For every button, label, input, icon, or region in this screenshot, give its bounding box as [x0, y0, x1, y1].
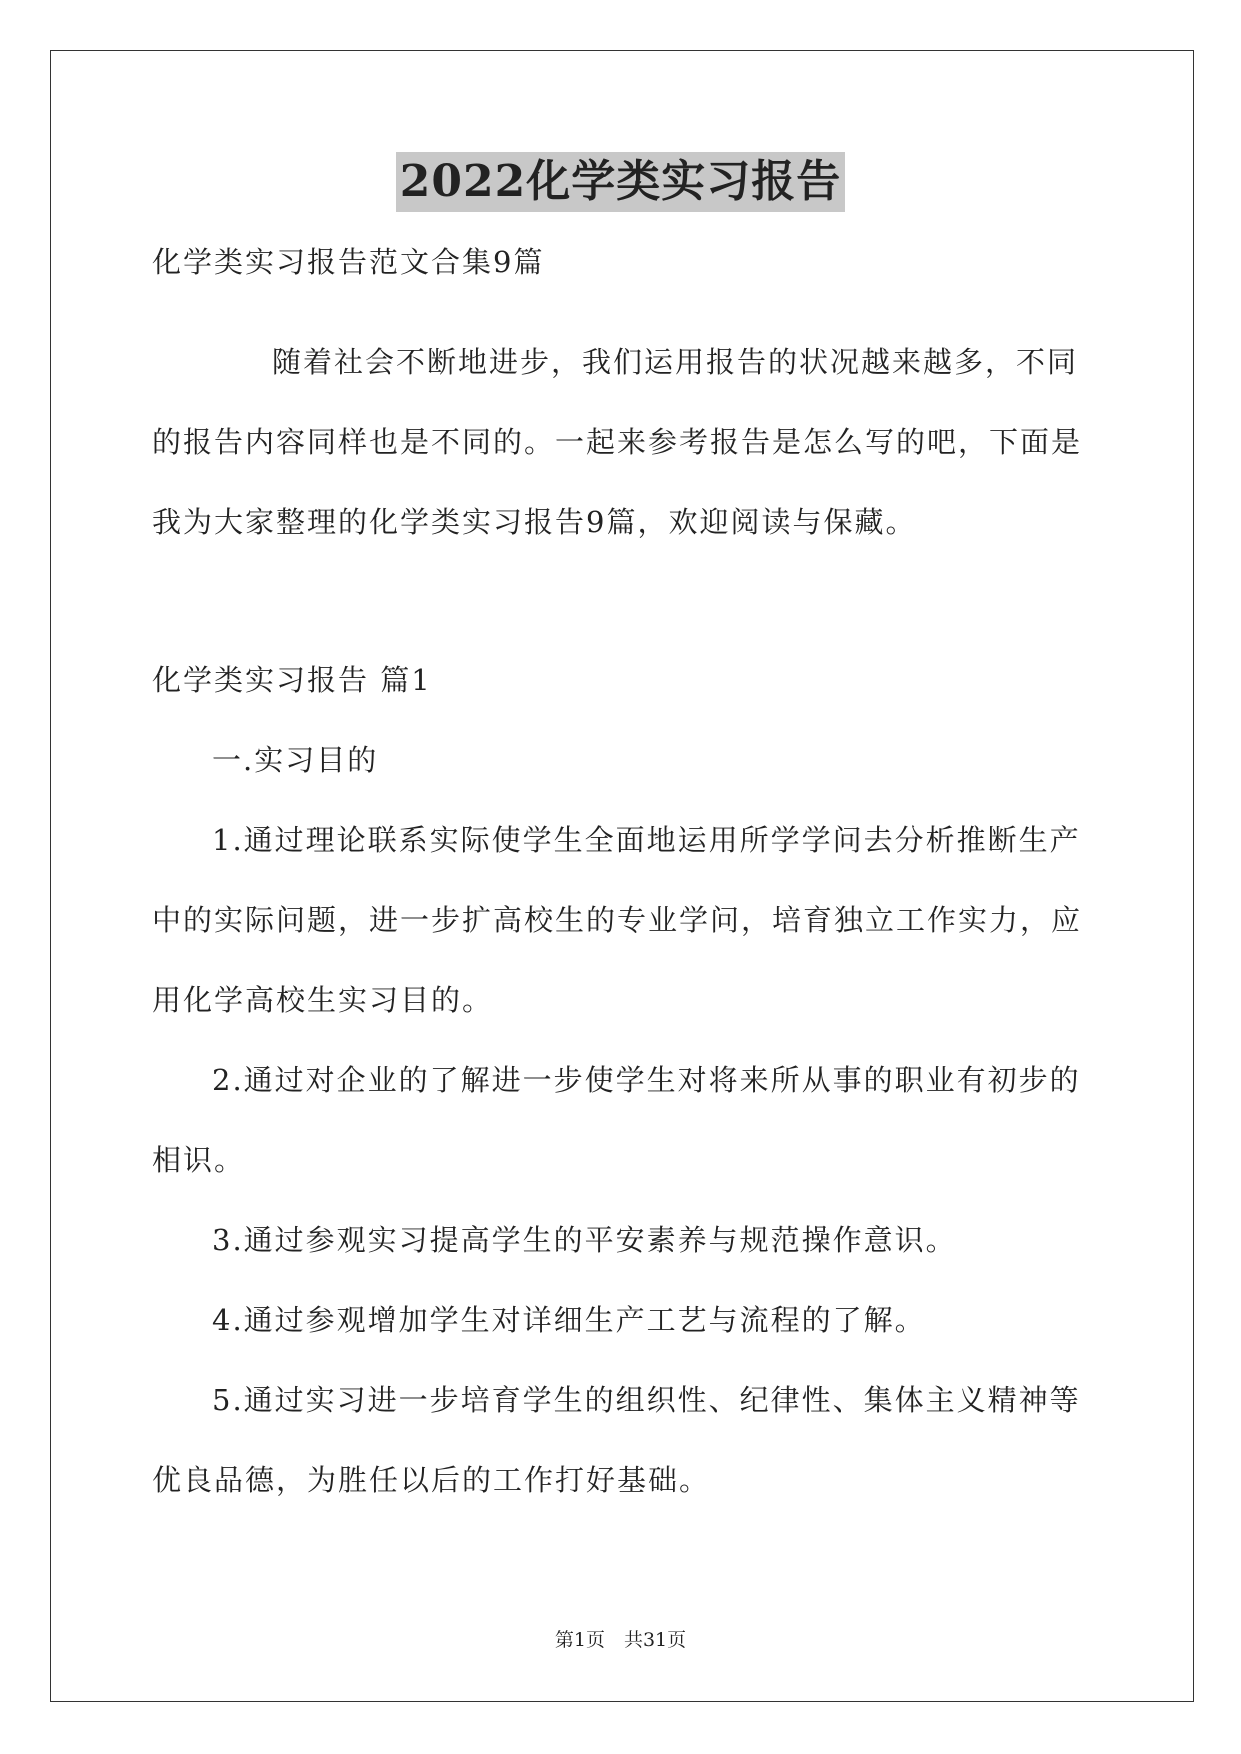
- page-footer: 第1页 共31页: [554, 1629, 687, 1651]
- intro-line: 随着社会不断地进步，我们运用报告的状况越来越多，不同: [272, 345, 1079, 379]
- list-item-line: 4.通过参观增加学生对详细生产工艺与流程的了解。: [212, 1303, 926, 1337]
- purpose-heading: 一.实习目的: [212, 743, 379, 777]
- list-item-line: 2.通过对企业的了解进一步使学生对将来所从事的职业有初步的: [212, 1063, 1081, 1097]
- list-item-line: 1.通过理论联系实际使学生全面地运用所学学问去分析推断生产: [212, 823, 1081, 857]
- document-subtitle: 化学类实习报告范文合集9篇: [152, 245, 545, 279]
- page-border: [50, 50, 1194, 1702]
- intro-line: 我为大家整理的化学类实习报告9篇，欢迎阅读与保藏。: [152, 505, 917, 539]
- section-heading: 化学类实习报告 篇1: [152, 663, 432, 697]
- list-item-line: 相识。: [152, 1143, 246, 1177]
- list-item-line: 优良品德，为胜任以后的工作打好基础。: [152, 1463, 711, 1497]
- list-item-line: 中的实际问题，进一步扩高校生的专业学问，培育独立工作实力，应: [152, 903, 1083, 937]
- document-title: 2022化学类实习报告: [396, 152, 845, 212]
- title-container: [0, 152, 1241, 212]
- list-item-line: 3.通过参观实习提高学生的平安素养与规范操作意识。: [212, 1223, 957, 1257]
- list-item-line: 5.通过实习进一步培育学生的组织性、纪律性、集体主义精神等: [212, 1383, 1081, 1417]
- list-item-line: 用化学高校生实习目的。: [152, 983, 494, 1017]
- intro-line: 的报告内容同样也是不同的。一起来参考报告是怎么写的吧，下面是: [152, 425, 1083, 459]
